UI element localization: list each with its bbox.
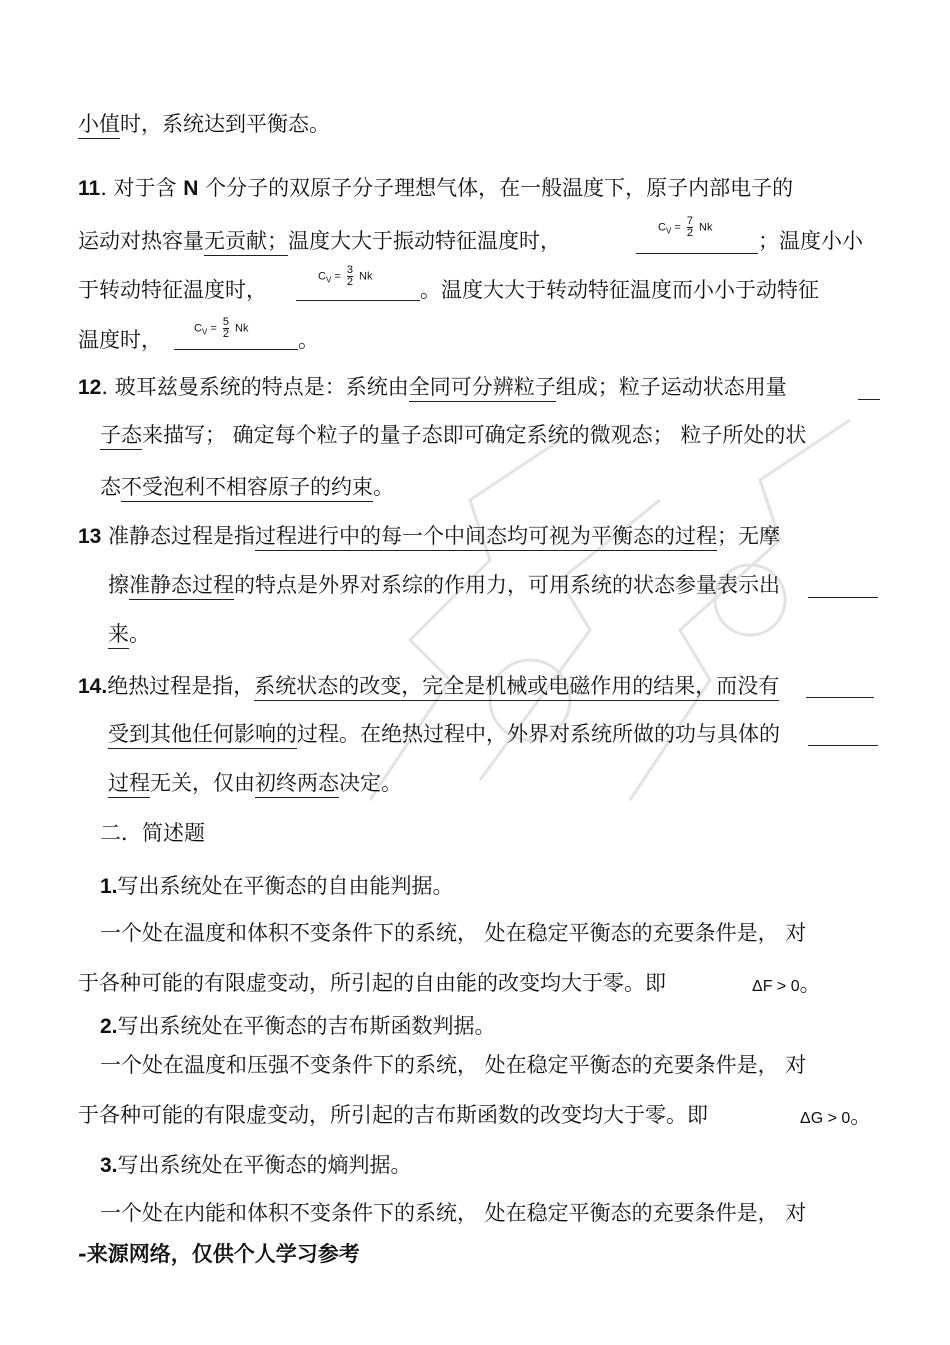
question-number: 11 [78,177,101,200]
question-title: 写出系统处在平衡态的吉布斯函数判据。 [117,1014,496,1038]
section-heading: 二．简述题 [100,821,205,845]
text: 组成；粒子运动状态用量 [555,375,787,399]
question-title: 写出系统处在平衡态的熵判据。 [117,1153,412,1177]
underlined-answer: 受到其他任何影响的 [108,722,297,749]
question-number: 14. [78,675,108,698]
underlined-answer: 准静态过程 [129,573,234,600]
text: 运动对热容量 [78,229,204,253]
question-number: 13 [78,525,102,548]
text-line [100,423,806,447]
text: 。 [298,328,319,352]
question-14 [78,674,779,699]
question-13 [78,524,780,549]
watermark [330,380,890,840]
short-question-2 [100,1014,496,1039]
text: 绝热过程是指， [107,674,255,698]
formula-cv-7-2: $C_V$ = $\frac{7}{2}$ Nk [658,215,713,239]
criterion-formula: ΔG > 0。 [800,1104,872,1128]
answer-blank [858,399,880,400]
text-line [108,771,402,795]
text: 于各种可能的有限虚变动，所引起的自由能的改变均大于零。即 [78,971,666,995]
text-line [78,971,666,995]
symbol-n: N [183,177,199,200]
text-line [420,278,819,302]
question-number: 12 [78,376,102,399]
short-question-1 [100,874,454,899]
math: ΔF > 0 [752,978,800,995]
text: 于转动特征温度时， [78,278,267,302]
text-line [78,328,162,352]
underlined-answer: 无贡献； [204,229,288,256]
text: 的特点是外界对系综的作用力，可用系统的状态参量表示出 [234,573,780,597]
text-line: 一个处在内能和体积不变条件下的系统， 处在稳定平衡态的充要条件是， 对 [100,1201,807,1225]
footer-note: -来源网络，仅供个人学习参考 [78,1241,360,1266]
text-line [108,573,780,597]
text-line [298,328,319,352]
text: 。 [373,475,394,499]
text-line [758,229,863,253]
underlined-answer: 小值 [78,112,120,139]
underlined-answer: 全同可分辨粒子 [409,375,556,402]
underlined-answer: 子态 [100,423,142,450]
text: 决定。 [339,771,402,795]
text: 温度时， [78,328,162,352]
question-number: 2. [100,1015,118,1038]
text: ；无摩 [717,524,781,548]
formula-cv-5-2: $C_V$ = $\frac{5}{2}$ Nk [194,316,249,340]
text: 态 [100,475,121,499]
math: ΔG > 0 [800,1110,851,1127]
text: . 对于含 [100,176,184,200]
answer-blank [636,253,758,254]
text-line: 一个处在温度和体积不变条件下的系统， 处在稳定平衡态的充要条件是， 对 [100,921,807,945]
question-12 [78,375,787,400]
text: 准静态过程是指 [101,524,256,548]
text-line [78,229,561,253]
text: 来描写； 确定每个粒子的量子态即可确定系统的微观态； 粒子所处的状 [142,423,807,447]
text: 时，系统达到平衡态。 [120,112,330,136]
text-line [108,622,150,646]
criterion-formula: ΔF > 0。 [752,972,821,996]
text-line [78,112,330,136]
underlined-answer: 不受泡利不相容原子的约束 [121,475,373,502]
text: 无关，仅由 [150,771,255,795]
underlined-answer: 初终两态 [255,771,339,798]
question-11 [78,176,793,201]
text: 温度大大于振动特征温度时， [288,229,561,253]
underlined-answer: 过程 [108,771,150,798]
underlined-answer: 系统状态的改变，完全是机械或电磁作用的结果，而没有 [254,674,779,701]
underlined-answer: 来 [108,622,129,649]
text: 。温度大大于转动特征温度而小小于动特征 [420,278,819,302]
text-line [108,722,780,746]
answer-blank [806,697,874,698]
answer-blank [296,300,420,301]
question-title: 写出系统处在平衡态的自由能判据。 [117,874,454,898]
text-line [100,475,394,499]
text: 过程。在绝热过程中，外界对系统所做的功与具体的 [297,722,780,746]
text: 。 [129,622,150,646]
text-line [78,278,267,302]
underlined-answer: 过程进行中的每一个中间态均可视为平衡态的过程 [255,524,717,551]
question-number: 1. [100,875,118,898]
text-line [78,1103,708,1127]
text: . 玻耳兹曼系统的特点是：系统由 [101,375,409,399]
short-question-3 [100,1153,412,1178]
text-line: 一个处在温度和压强不变条件下的系统， 处在稳定平衡态的充要条件是， 对 [100,1053,807,1077]
formula-cv-3-2: $C_V$ = $\frac{3}{2}$ Nk [318,264,373,288]
question-number: 3. [100,1154,118,1177]
answer-blank [808,597,878,598]
text: 于各种可能的有限虚变动，所引起的吉布斯函数的改变均大于零。即 [78,1103,708,1127]
text: 擦 [108,573,129,597]
text: 个分子的双原子分子理想气体，在一般温度下，原子内部电子的 [198,176,794,200]
answer-blank [808,745,878,746]
text: ；温度小小 [758,229,863,253]
answer-blank [174,349,298,350]
